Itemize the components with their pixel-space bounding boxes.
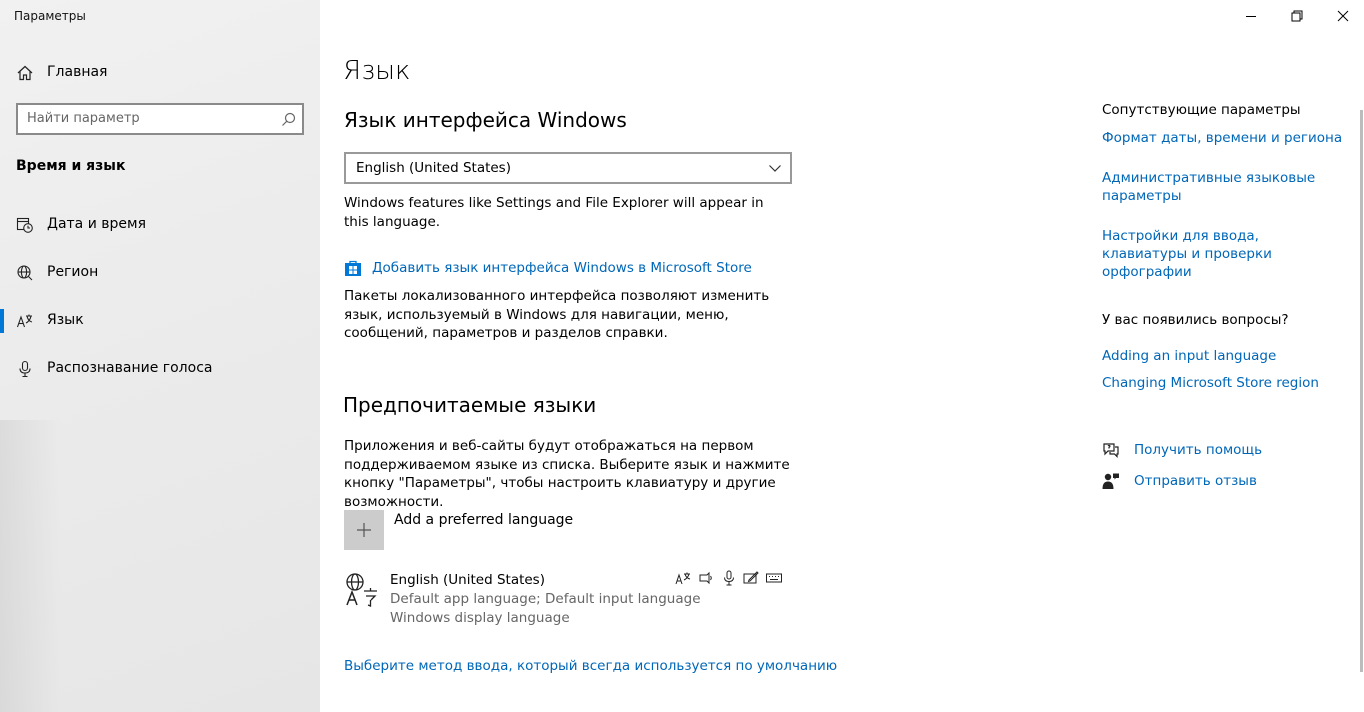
scrollbar[interactable] [1360,110,1363,672]
get-help-link[interactable]: Получить помощь [1134,442,1263,458]
sidebar-item-label: Язык [47,312,84,328]
related-settings-heading: Сопутствующие параметры [1102,102,1301,118]
section-title: Время и язык [16,158,126,174]
sidebar-item-label: Дата и время [47,216,146,232]
close-icon [1337,10,1349,22]
close-button[interactable] [1320,0,1364,32]
page-title: Язык [343,56,411,86]
window-title: Параметры [14,9,86,23]
preferred-languages-heading: Предпочитаемые языки [343,393,597,417]
globe-region-icon [16,264,34,282]
language-name: English (United States) [390,572,545,588]
nav-home[interactable] [0,56,320,90]
dropdown-value: English (United States) [356,160,511,176]
nav-home-label: Главная [47,64,108,80]
chevron-down-icon [768,163,782,173]
sidebar-item-date-time[interactable] [0,205,320,245]
sidebar-item-region[interactable] [0,253,320,293]
feedback-icon [1102,472,1120,490]
questions-heading: У вас появились вопросы? [1102,312,1289,328]
sidebar-item-language[interactable] [0,301,320,341]
speech-recognition-icon [721,570,737,586]
search-input[interactable] [27,111,267,126]
related-link-typing-settings[interactable]: Настройки для ввода, клавиатуры и проверки орфографии [1102,228,1272,280]
restore-button[interactable] [1274,0,1320,32]
sidebar [0,0,320,712]
plus-icon [356,522,372,538]
restore-icon [1291,10,1303,22]
input-method-link[interactable]: Выберите метод ввода, который всегда используется по умолчанию [344,658,838,674]
calendar-clock-icon [16,216,34,234]
sidebar-item-label: Распознавание голоса [47,360,213,376]
language-sub-2: Windows display language [390,610,570,626]
text-to-speech-icon [698,570,714,586]
add-language-label: Add a preferred language [394,512,574,528]
related-link-date-format[interactable]: Формат даты, времени и региона [1102,130,1343,146]
feedback-row[interactable] [1102,472,1302,492]
get-help-row[interactable] [1102,441,1302,461]
search-icon[interactable] [281,112,296,127]
language-list-item[interactable] [344,570,794,632]
store-link[interactable]: Добавить язык интерфейса Windows в Microsoft Store [372,260,752,276]
store-icon [344,259,362,277]
store-description: Пакеты локализованного интерфейса позволяют изменить язык, используемый в Windows для навигации, меню, сообщений, параметров и разделов справки. [344,288,770,341]
preferred-languages-description: Приложения и веб-сайты будут отображаться на первом поддерживаемом языке из списка. Выберите язык и нажмите кнопку "Параметры", чтобы настроить клавиатуру и другие возможности. [344,438,790,510]
language-globe-icon [344,572,380,608]
home-icon [16,64,34,82]
question-link-input-language[interactable]: Adding an input language [1102,348,1277,364]
help-chat-icon [1102,441,1120,459]
search-box[interactable] [16,103,304,135]
display-language-dropdown[interactable] [344,152,792,184]
display-language-heading: Язык интерфейса Windows [344,108,627,132]
language-icon [16,312,34,330]
sidebar-item-label: Регион [47,264,99,280]
add-language-button[interactable] [344,510,644,550]
language-sub-1: Default app language; Default input language [390,591,701,607]
add-language-tile [344,510,384,550]
display-language-description: Windows features like Settings and File Explorer will appear in this language. [344,195,764,230]
microphone-icon [16,360,34,378]
keyboard-icon [766,570,782,586]
feedback-link[interactable]: Отправить отзыв [1134,473,1257,489]
handwriting-icon [743,570,759,586]
minimize-button[interactable] [1228,0,1274,32]
question-link-store-region[interactable]: Changing Microsoft Store region [1102,375,1319,391]
display-language-icon [675,570,691,586]
related-link-admin-language[interactable]: Административные языковые параметры [1102,170,1316,204]
sidebar-item-speech[interactable] [0,349,320,389]
minimize-icon [1245,10,1257,22]
